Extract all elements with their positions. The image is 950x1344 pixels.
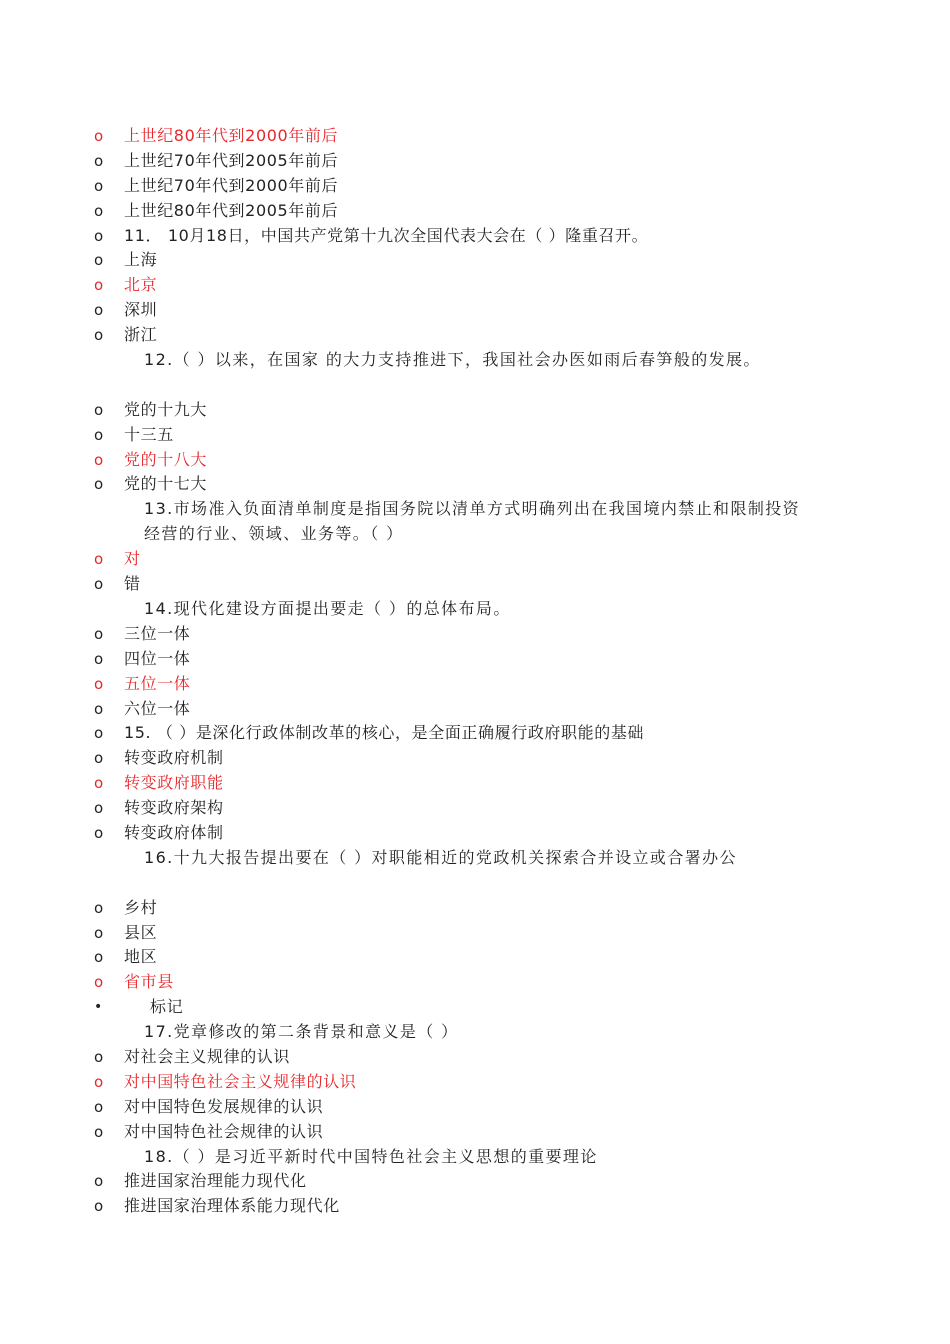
answer-option	[0, 248, 950, 273]
answer-option	[0, 199, 950, 224]
option-marker: o	[94, 649, 104, 668]
option-text: 十三五	[124, 424, 174, 444]
option-marker: o	[94, 127, 104, 145]
answer-option	[0, 1045, 950, 1070]
option-marker: o	[94, 1122, 104, 1141]
option-text: 五位一体	[124, 673, 191, 693]
option-text: 15. （ ）是深化行政体制改革的核心，是全面正确履行政府职能的基础	[124, 723, 645, 743]
answer-option	[0, 1169, 950, 1194]
answer-option	[0, 398, 950, 423]
option-text: 对中国特色社会规律的认识	[124, 1121, 324, 1141]
question-line	[0, 497, 950, 547]
option-marker: o	[94, 151, 104, 170]
option-text: 乡村	[124, 897, 158, 917]
option-text: 上世纪70年代到2000年前后	[124, 175, 339, 195]
answer-option	[0, 572, 950, 597]
question-text: 18.（ ）是习近平新时代中国特色社会主义思想的重要理论	[144, 1146, 598, 1166]
answer-option	[0, 1194, 950, 1219]
option-marker: o	[94, 251, 104, 270]
answer-option-correct	[0, 771, 950, 796]
answer-option-correct	[0, 124, 950, 149]
option-text: 转变政府体制	[124, 822, 224, 842]
option-marker: o	[94, 276, 104, 295]
option-marker: o	[94, 201, 104, 220]
question-line	[0, 846, 950, 896]
option-text: 浙江	[124, 325, 158, 345]
option-text: 党的十八大	[124, 449, 208, 469]
option-text: 对中国特色发展规律的认识	[124, 1096, 324, 1116]
answer-option	[0, 721, 950, 746]
option-text: 错	[124, 574, 141, 594]
option-marker: o	[94, 550, 104, 569]
bullet-marker: •	[94, 999, 103, 1016]
option-text: 推进国家治理体系能力现代化	[124, 1196, 340, 1216]
option-text: 对中国特色社会主义规律的认识	[124, 1071, 357, 1091]
option-text: 地区	[124, 947, 158, 967]
answer-option	[0, 921, 950, 946]
question-line	[0, 348, 950, 398]
option-marker: o	[94, 450, 104, 469]
answer-option	[0, 298, 950, 323]
answer-option	[0, 1095, 950, 1120]
option-text: 党的十九大	[124, 399, 208, 419]
question-text: 16.十九大报告提出要在（ ）对职能相近的党政机关探索合并设立或合署办公	[144, 847, 737, 867]
option-marker: o	[94, 575, 104, 594]
option-marker: o	[94, 1072, 104, 1091]
question-text: 12.（ ）以来，在国家 的大力支持推进下，我国社会办医如雨后春笋般的发展。	[144, 350, 761, 370]
answer-option	[0, 896, 950, 921]
option-marker: o	[94, 923, 104, 942]
option-text: 对社会主义规律的认识	[124, 1047, 291, 1066]
option-marker: o	[94, 699, 104, 718]
option-text: 上世纪80年代到2005年前后	[124, 200, 339, 220]
option-marker: o	[94, 176, 104, 195]
option-marker: o	[94, 1048, 104, 1066]
option-marker: o	[94, 1097, 104, 1116]
option-text: 县区	[124, 922, 158, 942]
option-text: 深圳	[124, 300, 158, 320]
option-marker: o	[94, 301, 104, 320]
option-marker: o	[94, 774, 104, 793]
answer-option	[0, 622, 950, 647]
answer-option-correct	[0, 672, 950, 697]
answer-option-correct	[0, 970, 950, 995]
option-marker: o	[94, 425, 104, 444]
answer-option-correct	[0, 547, 950, 572]
option-text: 北京	[124, 275, 158, 295]
answer-option	[0, 423, 950, 448]
answer-option	[0, 149, 950, 174]
option-text: 转变政府职能	[124, 773, 224, 793]
option-marker: o	[94, 624, 104, 643]
option-marker: o	[94, 475, 104, 494]
option-marker: o	[94, 948, 104, 967]
option-text: 推进国家治理能力现代化	[124, 1171, 307, 1191]
option-marker: o	[94, 1172, 104, 1191]
option-marker: o	[94, 898, 104, 917]
answer-option	[0, 697, 950, 722]
option-text: 党的十七大	[124, 474, 208, 494]
option-marker: o	[94, 973, 104, 992]
option-marker: o	[94, 724, 104, 743]
answer-option	[0, 647, 950, 672]
option-marker: o	[94, 1197, 104, 1216]
answer-option-correct	[0, 448, 950, 473]
answer-option	[0, 472, 950, 497]
option-text: 转变政府架构	[124, 798, 224, 818]
option-marker: o	[94, 326, 104, 345]
option-text: 对	[124, 549, 141, 569]
option-text: 上海	[124, 250, 158, 270]
option-text: 转变政府机制	[124, 748, 224, 768]
question-line	[0, 1020, 950, 1045]
answer-option	[0, 174, 950, 199]
option-text: 11． 10月18日，中国共产党第十九次全国代表大会在（ ）隆重召开。	[124, 225, 649, 245]
question-line	[0, 597, 950, 622]
option-text: 标记	[150, 997, 184, 1017]
answer-option	[0, 796, 950, 821]
bullet-item	[0, 995, 950, 1020]
option-text: 省市县	[124, 972, 174, 992]
option-text: 上世纪70年代到2005年前后	[124, 150, 339, 170]
option-text: 三位一体	[124, 623, 191, 643]
question-line	[0, 1145, 950, 1170]
answer-option	[0, 945, 950, 970]
answer-option	[0, 746, 950, 771]
answer-option	[0, 323, 950, 348]
option-marker: o	[94, 749, 104, 768]
answer-option	[0, 224, 950, 249]
option-marker: o	[94, 400, 104, 419]
option-text: 上世纪80年代到2000年前后	[124, 126, 339, 145]
document-body	[0, 124, 950, 1219]
answer-option	[0, 1120, 950, 1145]
option-marker: o	[94, 823, 104, 842]
question-text: 14.现代化建设方面提出要走（ ）的总体布局。	[144, 598, 511, 618]
option-text: 六位一体	[124, 698, 191, 718]
answer-option-correct	[0, 273, 950, 298]
option-marker: o	[94, 799, 104, 818]
answer-option	[0, 821, 950, 846]
option-marker: o	[94, 674, 104, 693]
question-text: 17.党章修改的第二条背景和意义是（ ）	[144, 1022, 459, 1042]
question-text: 13.市场准入负面清单制度是指国务院以清单方式明确列出在我国境内禁止和限制投资经营的行业、领域、业务等。（ ）	[144, 499, 801, 544]
answer-option-correct	[0, 1070, 950, 1095]
option-text: 四位一体	[124, 648, 191, 668]
option-marker: o	[94, 226, 104, 245]
